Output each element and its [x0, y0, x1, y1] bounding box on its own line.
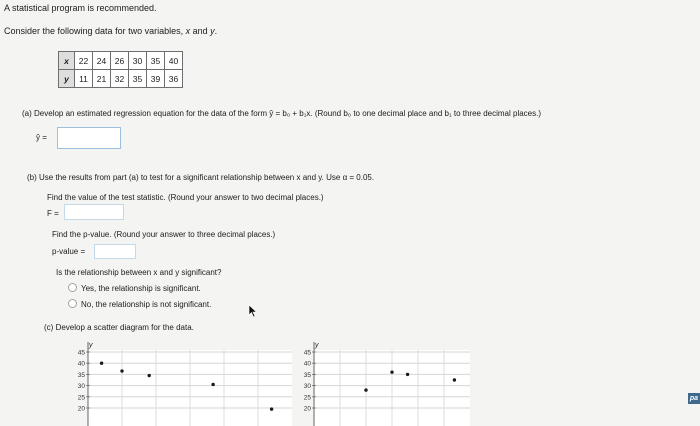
significance-question: Is the relationship between x and y significant?	[56, 268, 222, 277]
part-b-text: Use the results from part (a) to test for a significant relationship between x and y. Use α = 0.05.	[39, 173, 375, 182]
y-tick-label: 45	[77, 349, 85, 357]
table-cell: 35	[147, 52, 165, 70]
scatter-point	[406, 373, 409, 376]
table-cell: 24	[93, 52, 111, 70]
table-cell: 40	[165, 52, 183, 70]
y-tick-label: 30	[303, 383, 311, 391]
table-cell: 22	[75, 52, 93, 70]
y-tick-label: 30	[77, 383, 85, 391]
mouse-cursor-icon	[248, 304, 258, 318]
table-cell: 30	[129, 52, 147, 70]
table-row-y	[59, 70, 183, 88]
scatter-point	[120, 369, 123, 372]
part-c-text: Develop a scatter diagram for the data.	[55, 323, 194, 332]
regression-equation-input[interactable]	[57, 127, 121, 149]
p-value-prompt: Find the p-value. (Round your answer to three decimal places.)	[52, 230, 276, 239]
table-cell: 35	[129, 70, 147, 88]
y-tick-label: 35	[303, 371, 311, 379]
part-a-label: (a)	[22, 109, 32, 118]
y-tick-label: 25	[303, 394, 311, 402]
part-b-label: (b)	[27, 173, 37, 182]
table-header-y: y	[59, 70, 75, 88]
data-table	[58, 51, 183, 88]
y-tick-label: 20	[77, 405, 85, 413]
f-statistic-input[interactable]	[64, 204, 124, 220]
y-tick-label: 25	[77, 394, 85, 402]
radio-no[interactable]	[68, 299, 77, 308]
p-value-input[interactable]	[94, 244, 136, 259]
radio-yes[interactable]	[68, 283, 77, 292]
table-cell: 11	[75, 70, 93, 88]
scatter-chart-1[interactable]	[66, 340, 294, 426]
part-a-text: Develop an estimated regression equation for the data of the form ŷ = b₀ + b₁x. (Round b₀ to one decimal place and b₁ to three decimal places.)	[34, 109, 542, 118]
part-a-question	[22, 109, 541, 118]
table-cell: 21	[93, 70, 111, 88]
table-cell: 36	[165, 70, 183, 88]
part-a-answer-label: ŷ =	[36, 133, 47, 142]
scatter-point	[100, 362, 103, 365]
scatter-point	[364, 388, 367, 391]
intro-text: A statistical program is recommended.	[4, 3, 157, 13]
scatter-point	[453, 378, 456, 381]
part-c-question	[44, 323, 194, 332]
test-statistic-prompt: Find the value of the test statistic. (Round your answer to two decimal places.)	[47, 193, 324, 202]
consider-text: Consider the following data for two variables, x and y.	[4, 26, 218, 36]
y-tick-label: 45	[303, 349, 311, 357]
option-yes[interactable]: Yes, the relationship is significant.	[68, 283, 201, 293]
table-row-x	[59, 52, 183, 70]
y-tick-label: 40	[77, 360, 85, 368]
part-c-label: (c)	[44, 323, 54, 332]
y-axis-label: y	[315, 342, 319, 349]
scatter-point	[148, 374, 151, 377]
side-tab[interactable]: pa	[689, 395, 699, 402]
y-tick-label: 20	[303, 405, 311, 413]
part-b-question	[27, 173, 374, 182]
scatter-chart-2[interactable]	[292, 340, 472, 426]
scatter-point	[270, 407, 273, 410]
y-axis-label: y	[89, 342, 93, 349]
table-cell: 39	[147, 70, 165, 88]
p-value-label: p-value =	[52, 247, 86, 256]
scatter-point	[211, 383, 214, 386]
table-header-x: x	[59, 52, 75, 70]
y-tick-label: 35	[77, 371, 85, 379]
y-tick-label: 40	[303, 360, 311, 368]
f-label: F =	[47, 209, 59, 218]
scatter-point	[390, 370, 393, 373]
option-no[interactable]: No, the relationship is not significant.	[68, 299, 211, 309]
table-cell: 32	[111, 70, 129, 88]
table-cell: 26	[111, 52, 129, 70]
